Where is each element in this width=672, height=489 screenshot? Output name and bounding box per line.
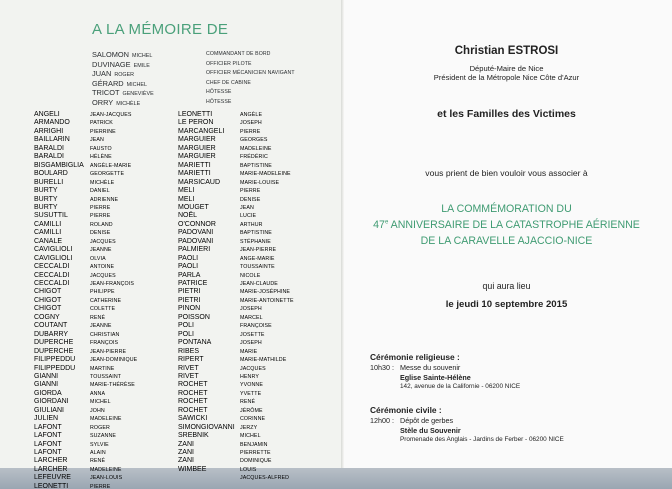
victim-first-name: CHRISTIAN [90, 331, 120, 338]
victim-last-name: CHIGOT [34, 296, 62, 304]
crew-member [92, 99, 140, 107]
crew-last-name: DUVINAGE [92, 59, 131, 69]
victim-last-name: BURTY [34, 203, 58, 211]
crew-role: HÔTESSE [206, 89, 232, 96]
victim-last-name: LARCHER [34, 465, 68, 473]
victim-last-name: RIPERT [178, 356, 204, 364]
event-ordinal-suffix: e [384, 219, 389, 226]
victim-last-name: ZANI [178, 440, 194, 448]
crew-role: COMMANDANT DE BORD [206, 51, 271, 57]
victim-first-name: LUCIE [240, 213, 257, 220]
victim-first-name: PHILIPPE [90, 289, 115, 296]
invite-line: vous prient de bien vouloir vous associer à [425, 168, 588, 178]
victim-last-name: LAFONT [34, 432, 62, 440]
victim-last-name: LE PERON [178, 119, 214, 127]
religious-time: 10h30 : [370, 363, 394, 372]
victim-last-name: PADOVANI [178, 229, 214, 237]
event-ordinal-number: 47 [373, 219, 385, 231]
victim-last-name: MARIETTI [178, 161, 211, 169]
crew-role: OFFICIER PILOTE [206, 60, 252, 67]
victim-first-name: GEORGETTE [90, 171, 125, 178]
crew-role: OFFICIER MÉCANICIEN NAVIGANT [206, 70, 295, 77]
victim-first-name: JOSEPH [240, 120, 262, 127]
crew-member [92, 61, 150, 69]
victim-first-name: PIERRE [240, 188, 261, 195]
victim-first-name: MARIE-MATHILDE [240, 357, 287, 364]
victim-first-name: JEANNE [90, 323, 112, 330]
victim-last-name: PADOVANI [178, 237, 214, 245]
victim-last-name: POISSON [178, 313, 210, 321]
victim-first-name: FAUSTO [90, 145, 112, 152]
victim-first-name: PIERRE [90, 204, 111, 211]
victim-first-name: COLETTE [90, 306, 116, 313]
crew-first-name: GENEVIÈVE [122, 91, 154, 98]
victim-first-name: JEAN-LOUIS [90, 475, 123, 482]
victim-first-name: STÉPHANIE [240, 238, 271, 245]
religious-ceremony-title: Cérémonie religieuse : [370, 352, 460, 362]
victim-first-name: ANGE-MARIE [240, 255, 275, 262]
event-title-2-text: ANNIVERSAIRE DE LA CATASTROPHE AÉRIENNE [390, 219, 640, 231]
crew-last-name: GÉRARD [92, 78, 124, 88]
victim-first-name: JOHN [90, 407, 105, 414]
crew-last-name: ORRY [92, 98, 114, 107]
victim-last-name: LEONETTI [34, 482, 69, 489]
civil-place: Stèle du Souvenir [400, 426, 461, 435]
victim-first-name: MICHEL [90, 399, 111, 406]
victim-first-name: ANTOINE [90, 264, 115, 271]
victim-first-name: HENRY [240, 373, 259, 380]
victim-last-name: MOUGET [178, 203, 209, 211]
victim-first-name: PIERRE [90, 483, 111, 489]
crew-member [92, 80, 147, 88]
victim-first-name: OLVIA [90, 255, 106, 262]
victim-last-name: LAFONT [34, 449, 62, 456]
victim-first-name: BAPTISTINE [240, 230, 272, 237]
victim-first-name: JÉRÔME [240, 407, 263, 414]
victim-first-name: JEAN-DOMINIQUE [90, 357, 138, 364]
victim-first-name: MADELEINE [90, 466, 122, 473]
victim-first-name: MADELEINE [90, 416, 122, 423]
crew-first-name: ROGER [114, 72, 135, 79]
victim-first-name: JEAN-CLAUDE [240, 281, 278, 287]
victim-first-name: MARIE-JOSÉPHINE [240, 289, 291, 296]
victim-last-name: PAOLI [178, 254, 199, 262]
victim-first-name: JERZY [240, 424, 258, 431]
civil-time: 12h00 : [370, 416, 394, 425]
victim-first-name: ROGER [90, 424, 110, 431]
victim-last-name: CHIGOT [34, 305, 62, 313]
crew-member [92, 70, 134, 78]
victim-first-name: PIERRETTE [240, 450, 271, 456]
victim-last-name: ARMANDO [34, 119, 70, 127]
victim-first-name: JOSEPH [240, 340, 262, 347]
victim-first-name: MICHÈLE [90, 179, 115, 186]
victim-first-name: RENÉ [90, 458, 106, 465]
victim-first-name: NICOLE [240, 272, 261, 279]
victim-last-name: DUPERCHE [34, 347, 74, 355]
victim-last-name: PARLA [178, 271, 201, 279]
victim-last-name: CECCALDI [34, 263, 70, 271]
crew-last-name: SALOMON [92, 50, 129, 59]
crew-member [92, 89, 154, 97]
victim-last-name: SAWICKI [178, 415, 208, 423]
victim-last-name: CHIGOT [34, 288, 62, 296]
victim-last-name: PIETRI [178, 296, 201, 304]
victim-first-name: MARIE [240, 348, 258, 355]
families-line: et les Familles des Victimes [437, 108, 576, 120]
victim-last-name: BOULARD [34, 170, 68, 178]
victim-first-name: ADRIENNE [90, 196, 119, 203]
crew-first-name: MICHEL [131, 53, 153, 59]
victim-first-name: ANGÈLE [240, 112, 263, 118]
religious-place: Eglise Sainte-Hélène [400, 373, 471, 382]
victim-last-name: ZANI [178, 449, 194, 456]
victim-last-name: ZANI [178, 457, 194, 465]
victim-last-name: PONTANA [178, 339, 212, 347]
event-title-2 [341, 219, 672, 231]
victim-last-name: LARCHER [34, 457, 68, 465]
crew-role: HÔTESSE [206, 99, 232, 105]
victim-last-name: MARGUIER [178, 136, 216, 144]
memorial-heading: A LA MÉMOIRE DE [92, 21, 229, 38]
victim-last-name: FILIPPEDDU [34, 356, 76, 364]
crew-last-name: JUAN [92, 69, 112, 79]
victim-first-name: PIERRE [240, 128, 261, 135]
victim-first-name: FRANÇOISE [240, 323, 272, 330]
victim-last-name: RIVET [178, 372, 199, 380]
host-name: Christian ESTROSI [454, 45, 559, 57]
victim-first-name: CORINNE [240, 416, 266, 423]
will-take-place: qui aura lieu [482, 281, 531, 291]
victim-last-name: MARGUIER [178, 144, 216, 152]
victim-first-name: CATHERINE [90, 297, 122, 304]
victim-first-name: JOSEPH [240, 306, 262, 313]
victim-first-name: SYLVIE [90, 441, 109, 448]
victim-last-name: BURELLI [34, 178, 64, 186]
victim-first-name: MICHEL [240, 433, 261, 440]
victim-first-name: YVETTE [240, 390, 262, 397]
victim-first-name: MARIE-THÉRÈSE [90, 382, 135, 389]
victim-last-name: PIETRI [178, 288, 201, 296]
host-title-2: Président de la Métropole Nice Côte d'Azur [433, 73, 580, 82]
victim-first-name: MARCEL [240, 314, 263, 321]
victim-first-name: RENÉ [240, 399, 256, 406]
victim-last-name: LEFEUVRE [34, 474, 71, 482]
victim-last-name: ROCHET [178, 381, 208, 389]
victim-last-name: ANGELI [34, 111, 60, 118]
victim-first-name: BENJAMIN [240, 441, 268, 448]
victim-first-name: JACQUES [90, 272, 116, 279]
victim-last-name: LAFONT [34, 423, 62, 431]
victim-first-name: GEORGES [240, 137, 268, 144]
victim-first-name: JEAN-FRANÇOIS [90, 281, 134, 287]
victim-first-name: JEANNE [90, 247, 112, 254]
victim-first-name: DENISE [90, 230, 111, 237]
victim-first-name: DOMINIQUE [240, 458, 272, 465]
victim-last-name: CAMILLI [34, 229, 62, 237]
victim-last-name: ROCHET [178, 389, 208, 397]
victim-last-name: SREBNIK [178, 432, 209, 440]
civil-address: Promenade des Anglais - Jardins de Ferber - 06200 NICE [400, 436, 564, 443]
victim-first-name: JACQUES [240, 365, 266, 372]
victim-last-name: O'CONNOR [178, 220, 216, 228]
victim-first-name: JEAN [240, 204, 254, 211]
victim-first-name: FRANÇOIS [90, 340, 119, 347]
victim-first-name: PATRICK [90, 120, 113, 127]
victim-last-name: GIANNI [34, 381, 59, 389]
victim-first-name: MARIE-ANTOINETTE [240, 297, 294, 304]
victim-first-name: MARIE-LOUISE [240, 179, 280, 186]
victim-last-name: BISGAMBIGLIA [34, 161, 84, 169]
civil-desc: Dépôt de gerbes [400, 416, 454, 425]
victim-last-name: FILIPPEDDU [34, 364, 76, 372]
victim-last-name: LAFONT [34, 440, 62, 448]
victim-last-name: COGNY [34, 313, 60, 321]
victim-last-name: GIORDA [34, 389, 62, 397]
victim-first-name: MARIE-MADELEINE [240, 171, 291, 178]
civil-ceremony-title: Cérémonie civile : [370, 405, 442, 415]
victim-last-name: MELI [178, 187, 195, 195]
victim-last-name: SUSUTTIL [34, 212, 68, 220]
victim-last-name: ROCHET [178, 406, 208, 414]
victim-last-name: POLI [178, 330, 194, 338]
victim-first-name: ROLAND [90, 221, 113, 228]
victim-last-name: ROCHET [178, 398, 208, 406]
victim-first-name: RENÉ [90, 314, 106, 321]
victim-first-name: HÉLÈNE [90, 154, 112, 161]
event-title-3: DE LA CARAVELLE AJACCIO-NICE [420, 235, 593, 247]
crew-role: CHEF DE CABINE [206, 79, 251, 86]
victim-last-name: CECCALDI [34, 280, 70, 287]
victim-first-name: ARTHUR [240, 221, 263, 228]
victim-last-name: BARALDI [34, 153, 64, 161]
victim-last-name: BURTY [34, 187, 58, 195]
event-date: le jeudi 10 septembre 2015 [445, 299, 568, 310]
victim-last-name: BURTY [34, 195, 58, 203]
victim-last-name: DUBARRY [34, 330, 69, 338]
victim-last-name: WIMBEE [178, 465, 207, 473]
victim-last-name: CAVIGLIOLI [34, 246, 73, 254]
victim-last-name: MARGUIER [178, 153, 216, 161]
victim-last-name: LEONETTI [178, 111, 213, 118]
victim-last-name: CANALE [34, 237, 63, 245]
crew-first-name: MICHEL [126, 81, 147, 88]
victim-last-name: CAMILLI [34, 220, 62, 228]
crew-last-name: TRICOT [92, 88, 120, 98]
victim-first-name: DANIEL [90, 188, 110, 195]
victim-last-name: NOËL [178, 212, 198, 220]
victim-first-name: JOSETTE [240, 331, 265, 338]
victim-last-name: GIULIANI [34, 406, 64, 414]
victim-last-name: PALMIERI [178, 246, 211, 254]
victim-last-name: MELI [178, 195, 195, 203]
victim-first-name: FRÉDÉRIC [240, 154, 268, 161]
victim-last-name: MARIETTI [178, 170, 211, 178]
victim-first-name: ALAIN [90, 450, 106, 456]
victim-last-name: ARRIGHI [34, 127, 64, 135]
victim-first-name: JACQUES-ALFRED [240, 475, 290, 482]
victim-last-name: MARSICAUD [178, 178, 221, 186]
victim-last-name: SIMONGIOVANNI [178, 423, 235, 431]
victim-first-name: BAPTISTINE [240, 162, 272, 169]
victim-last-name: BAILLARIN [34, 136, 70, 144]
victim-first-name: YVONNE [240, 382, 263, 389]
victim-first-name: SUZANNE [90, 433, 117, 440]
religious-address: 142, avenue de la Californie - 06200 NICE [400, 383, 521, 390]
victim-last-name: GIORDANI [34, 398, 69, 406]
religious-desc: Messe du souvenir [400, 363, 461, 372]
victim-first-name: MARTINE [90, 365, 115, 372]
victim-last-name: GIANNI [34, 372, 59, 380]
victim-last-name: PAOLI [178, 263, 199, 271]
victim-first-name: TOUSSAINT [90, 373, 122, 380]
victim-first-name: TOUSSAINTE [240, 264, 275, 271]
victim-last-name: CAVIGLIOLI [34, 254, 73, 262]
crew-first-name: EMILE [133, 62, 150, 69]
victim-first-name: JEAN [90, 137, 104, 144]
victim-first-name: JEAN-JACQUES [90, 112, 132, 118]
crew-first-name: MICHÈLE [116, 101, 141, 107]
victim-last-name: CECCALDI [34, 271, 70, 279]
event-title-1: LA COMMÉMORATION DU [441, 203, 572, 215]
victim-first-name: ANNA [90, 390, 106, 397]
host-title-1: Député-Maire de Nice [469, 64, 544, 73]
victim-last-name: POLI [178, 322, 194, 330]
victim-first-name: JACQUES [90, 238, 116, 245]
victim-last-name: BARALDI [34, 144, 64, 152]
victim-first-name: ANGÈLE-MARIE [90, 162, 132, 169]
victim-first-name: MADELEINE [240, 145, 272, 152]
victim-last-name: RIBES [178, 347, 200, 355]
victim-last-name: MARCANGELI [178, 127, 225, 135]
victim-last-name: DUPERCHE [34, 339, 74, 347]
victim-last-name: PINON [178, 305, 201, 313]
victim-first-name: JEAN-PIERRE [90, 348, 127, 355]
victim-first-name: PIERRE [90, 213, 111, 220]
victim-first-name: LOUIS [240, 466, 257, 473]
victim-first-name: JEAN-PIERRE [240, 247, 277, 254]
victim-last-name: COUTANT [34, 322, 68, 330]
victim-first-name: DENISE [240, 196, 261, 203]
victim-last-name: PATRICE [178, 280, 208, 287]
crew-member [92, 51, 152, 59]
victim-last-name: RIVET [178, 364, 199, 372]
victim-last-name: JULIEN [34, 415, 59, 423]
victim-first-name: PIERRINE [90, 128, 116, 135]
